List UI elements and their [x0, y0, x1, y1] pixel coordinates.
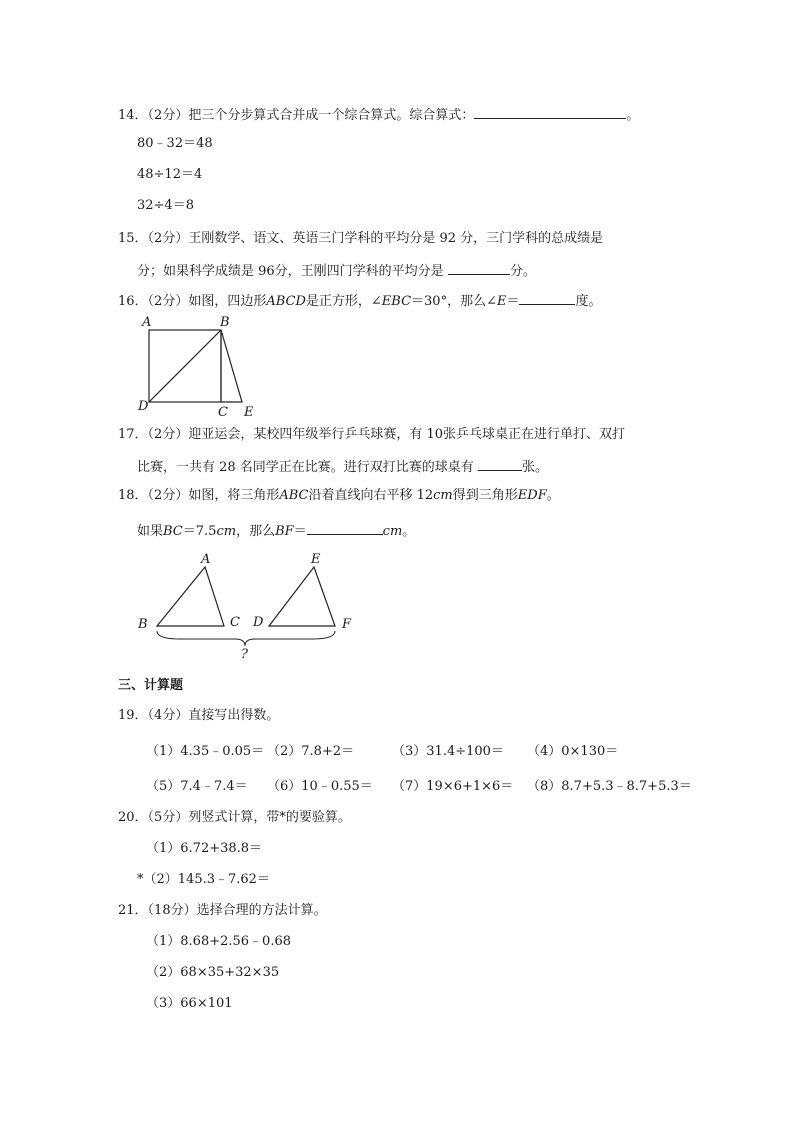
q16-abcd: ABCD	[266, 294, 306, 309]
q17-answer-blank[interactable]	[478, 456, 522, 471]
q18-line-2	[137, 520, 415, 541]
q20-stem: 20．（5分）列竖式计算，带*的要验算。	[118, 810, 351, 825]
q18-abc: ABC	[279, 488, 309, 503]
q16-stem	[118, 290, 602, 311]
section-3-title: 三、计算题	[118, 678, 184, 693]
triangle-abc	[157, 567, 224, 626]
q18-text-f: ＝7.5	[182, 524, 217, 539]
q19-item-8: （8）8.7+5.3﹣8.7+5.3＝	[527, 779, 692, 794]
q19-item-5: （5）7.4﹣7.4＝	[146, 779, 248, 794]
q18-text-i: 。	[402, 524, 416, 539]
label-question: ?	[241, 647, 248, 660]
q16-answer-blank[interactable]	[519, 290, 575, 305]
q18-figure	[132, 548, 357, 660]
diagonal-db	[149, 330, 221, 402]
label-a: A	[201, 552, 211, 567]
q21-item-3: （3）66×101	[146, 996, 233, 1011]
q15-line-1: 15．（2分）王刚数学、语文、英语三门学科的平均分是 92 分，三门学科的总成绩是	[118, 231, 604, 246]
label-f: F	[342, 617, 352, 632]
q21-item-2: （2）68×35+32×35	[146, 965, 280, 980]
label-c: C	[230, 615, 240, 630]
q16-text-a: 16．（2分）如图，四边形	[118, 294, 267, 309]
q18-text-g: ，那么	[236, 524, 276, 539]
label-e: E	[244, 405, 254, 420]
q19-item-4: （4）0×130＝	[527, 744, 619, 759]
q14-step-1: 80﹣32＝48	[137, 136, 213, 151]
q19-item-2: （2）7.8+2＝	[267, 744, 355, 759]
q15-text: 分；如果科学成绩是 96分，王刚四门学科的平均分是	[137, 264, 448, 279]
label-d: D	[138, 399, 149, 414]
q17-line-1: 17．（2分）迎亚运会，某校四年级举行乒乓球赛，有 10张乒乓球桌正在进行单打、双打	[118, 427, 625, 442]
q18-text-h: ＝	[293, 524, 307, 539]
q18-line-1	[118, 487, 560, 505]
q18-text-e: 如果	[137, 524, 164, 539]
q14-step-3: 32÷4＝8	[137, 198, 194, 213]
q18-answer-blank[interactable]	[307, 520, 383, 535]
label-b: B	[220, 315, 230, 330]
q18-text-a: 18．（2分）如图，将三角形	[118, 488, 280, 503]
q17-text-end: 张。	[521, 460, 548, 475]
q19-item-7: （7）19×6+1×6＝	[392, 779, 514, 794]
q14-text-end: 。	[626, 108, 640, 123]
q18-bc: BC	[163, 524, 183, 539]
brace-bf	[157, 631, 335, 646]
q20-item-2: *（2）145.3﹣7.62＝	[137, 872, 270, 887]
q16-text-d: ＝	[506, 294, 520, 309]
q15-line-2	[137, 260, 536, 281]
label-a: A	[142, 315, 152, 330]
q18-bf: BF	[275, 524, 294, 539]
q20-item-1: （1）6.72+38.8＝	[146, 841, 263, 856]
q16-text-b: 是正方形，∠	[305, 294, 382, 309]
triangle-bce	[221, 330, 242, 402]
q14-stem	[118, 104, 639, 125]
q18-text-b: 沿着直线向右平移 12	[308, 488, 434, 503]
q21-item-1: （1）8.68+2.56﹣0.68	[146, 934, 291, 949]
q18-text-c: 得到三角形	[452, 488, 518, 503]
label-b: B	[138, 617, 148, 632]
q14-answer-blank[interactable]	[474, 104, 626, 119]
q16-e: E	[496, 294, 507, 309]
q17-text: 比赛，一共有 28 名同学正在比赛。进行双打比赛的球桌有	[137, 460, 478, 475]
label-c: C	[218, 405, 228, 420]
q21-stem: 21．（18分）选择合理的方法计算。	[118, 903, 327, 918]
q19-item-3: （3）31.4÷100＝	[392, 744, 504, 759]
q16-text-e: 度。	[575, 294, 602, 309]
label-e: E	[311, 552, 321, 567]
q16-ebc: EBC	[381, 294, 412, 309]
q18-edf: EDF	[517, 488, 547, 503]
q16-text-c: ＝30°，那么∠	[411, 294, 497, 309]
q14-text: 14．（2分）把三个分步算式合并成一个综合算式。综合算式：	[118, 108, 475, 123]
q17-line-2	[137, 456, 548, 477]
q19-item-1: （1）4.35﹣0.05＝	[146, 744, 265, 759]
q18-cm-1: cm	[433, 488, 453, 503]
q16-figure	[132, 312, 262, 420]
q15-text-end: 分。	[509, 264, 536, 279]
label-d: D	[253, 615, 264, 630]
q18-cm-3: cm	[382, 524, 403, 539]
q18-cm-2: cm	[216, 524, 237, 539]
q14-step-2: 48÷12＝4	[137, 167, 203, 182]
q19-stem: 19．（4分）直接写出得数。	[118, 708, 280, 723]
triangle-def	[269, 567, 335, 626]
q19-item-6: （6）10﹣0.55＝	[267, 779, 373, 794]
q15-answer-blank[interactable]	[448, 260, 510, 275]
q18-text-d: 。	[546, 488, 560, 503]
